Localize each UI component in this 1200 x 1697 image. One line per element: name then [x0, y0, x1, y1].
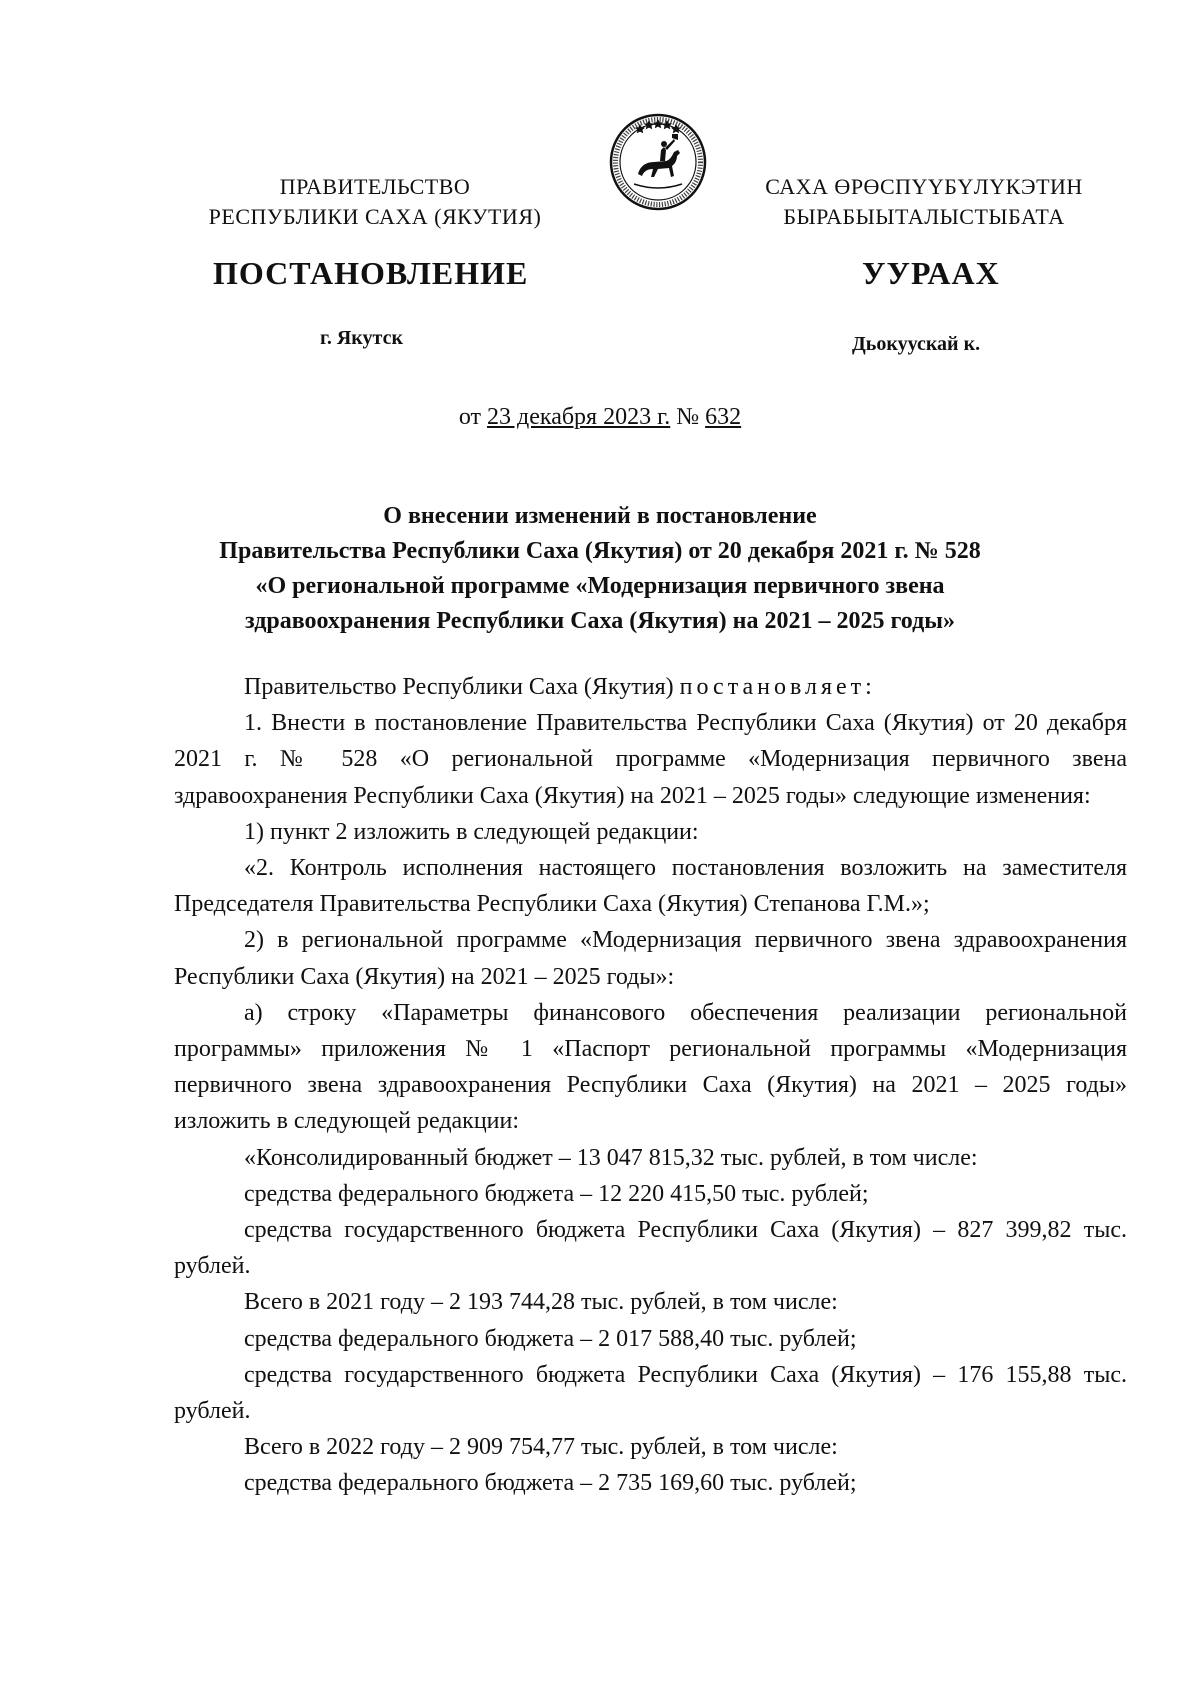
paragraph	[174, 669, 1127, 705]
paragraph: 1. Внести в постановление Правительства Республики Саха (Якутия) от 20 декабря 2021 г. № 528 «О региональной программе «Модернизация первичного звена здравоохранения Республики Саха (Якутия) на 2021 – 2025 годы» следующие изменения:	[174, 710, 1127, 809]
org-sah-line2: БЫРАБЫЫТАЛЫСТЫБАТА	[783, 204, 1065, 229]
document-body	[174, 669, 1127, 1502]
document-title	[150, 499, 1050, 639]
paragraph: Всего в 2022 году – 2 909 754,77 тыс. рублей, в том числе:	[244, 1434, 838, 1461]
org-name-russian	[165, 172, 585, 232]
title-line-3: «О региональной программе «Модернизация первичного звена	[255, 573, 945, 599]
paragraph-intro: Правительство Республики Саха (Якутия)	[244, 674, 680, 700]
paragraph: 1) пункт 2 изложить в следующей редакции:	[244, 818, 699, 845]
paragraph: Всего в 2021 году – 2 193 744,28 тыс. рублей, в том числе:	[244, 1289, 838, 1316]
paragraph: «2. Контроль исполнения настоящего постановления возложить на заместителя Председателя Правительства Республики Саха (Якутия) Степанова Г.М.»;	[174, 855, 1127, 918]
paragraph: 2) в региональной программе «Модернизация первичного звена здравоохранения Республики Саха (Якутия) на 2021 – 2025 годы»:	[174, 927, 1127, 990]
number-sign: №	[670, 404, 706, 430]
doctype-russian: ПОСТАНОВЛЕНИЕ	[213, 255, 529, 291]
title-line-2: Правительства Республики Саха (Якутия) от 20 декабря 2021 г. № 528	[219, 538, 981, 564]
title-line-4: здравоохранения Республики Саха (Якутия) на 2021 – 2025 годы»	[245, 608, 955, 634]
org-sah-line1: САХА ӨРӨСПҮҮБҮЛҮКЭТИН	[765, 174, 1083, 199]
paragraph: средства государственного бюджета Республики Саха (Якутия) – 827 399,82 тыс. рублей.	[174, 1217, 1127, 1280]
doctype-sakha: УУРААХ	[862, 255, 1000, 291]
paragraph: а) строку «Параметры финансового обеспечения реализации региональной программы» приложения № 1 «Паспорт региональной программы «Модернизация первичного звена здравоохранения Республики Саха (Якутия) на 2021 – 2025 годы» изложить в следующей редакции:	[174, 999, 1127, 1135]
city-sakha: Дьокуускай к.	[852, 333, 981, 355]
paragraph: средства федерального бюджета – 2 735 169,60 тыс. рублей;	[244, 1470, 857, 1497]
org-ru-line2: РЕСПУБЛИКИ САХА (ЯКУТИЯ)	[208, 204, 542, 229]
org-name-sakha	[714, 172, 1134, 232]
paragraph: средства государственного бюджета Республики Саха (Якутия) – 176 155,88 тыс. рублей.	[174, 1361, 1127, 1425]
yakutia-coat-of-arms-icon	[608, 112, 708, 212]
paragraph: «Консолидированный бюджет – 13 047 815,32 тыс. рублей, в том числе:	[244, 1144, 978, 1171]
org-ru-line1: ПРАВИТЕЛЬСТВО	[279, 174, 471, 199]
paragraph: средства федерального бюджета – 12 220 415,50 тыс. рублей;	[244, 1180, 869, 1207]
title-line-1: О внесении изменений в постановление	[383, 503, 817, 529]
document-date: 23 декабря 2023 г.	[487, 404, 671, 430]
city-russian: г. Якутск	[320, 327, 403, 349]
document-number: 632	[705, 404, 742, 430]
spaced-verb: постановляет:	[679, 674, 876, 700]
date-prefix: от	[458, 404, 488, 430]
paragraph: средства федерального бюджета – 2 017 588,40 тыс. рублей;	[244, 1325, 857, 1352]
date-number-line	[0, 404, 1200, 431]
